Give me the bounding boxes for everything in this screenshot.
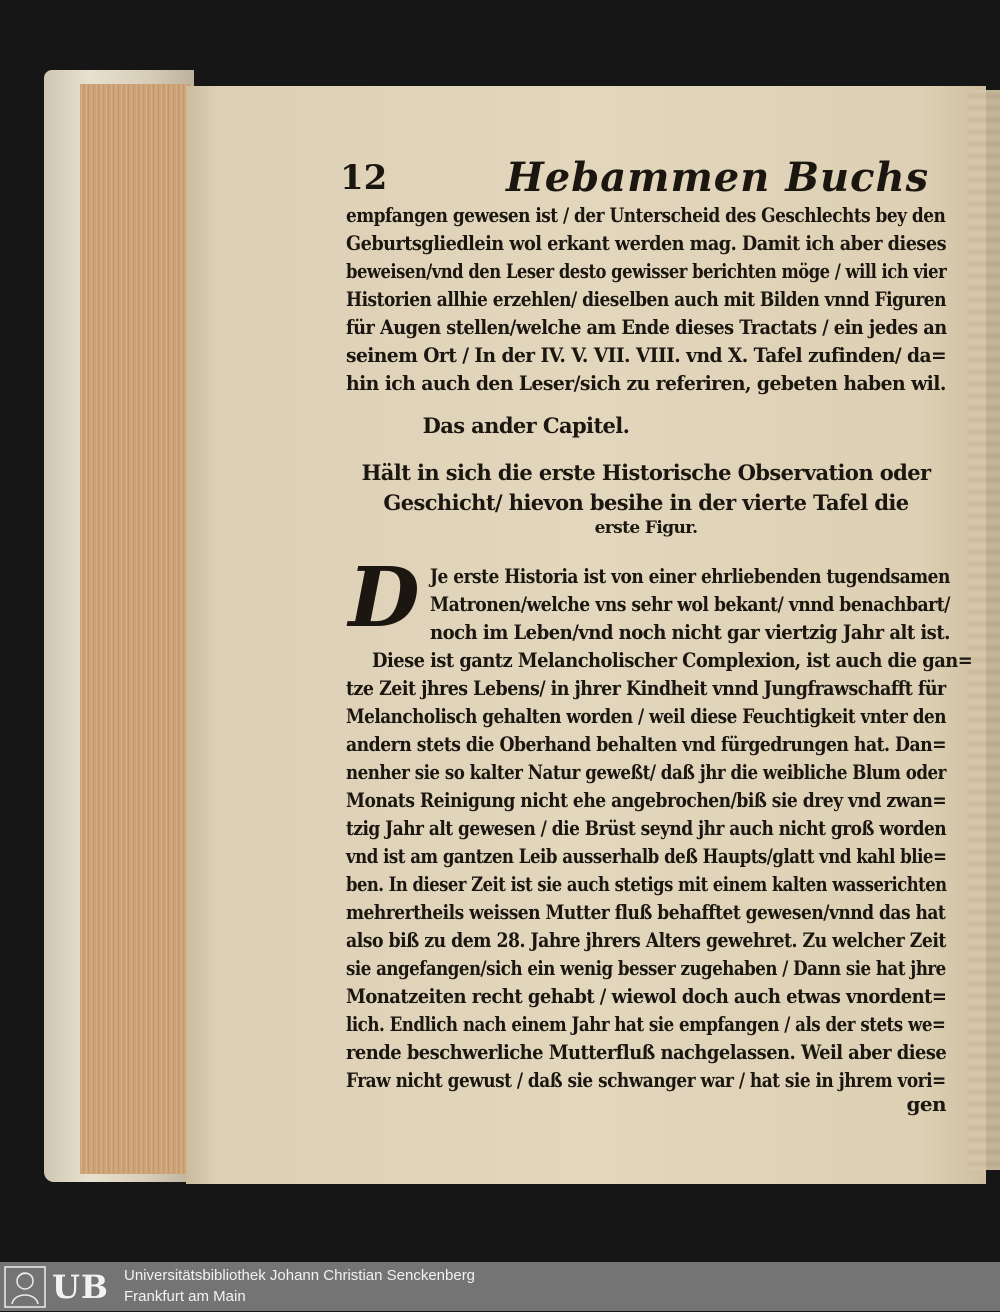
page-header [340,154,940,208]
text-line: nenher sie so kalter Natur geweßt/ daß jhr die weibliche Blum oder [346,760,946,784]
text-line: Je erste Historia ist von einer ehrliebenden tugendsamen [430,564,950,588]
section-heading-line: Hält in sich die erste Historische Observation oder [361,460,931,485]
text-line: Matronen/welche vns sehr wol bekant/ vnnd benachbart/ [430,592,950,616]
text-line: Historien allhie erzehlen/ dieselben auch mit Bilden vnnd Figuren [346,287,946,311]
text-line: rende beschwerliche Mutterfluß nachgelassen. Weil aber diese [346,1040,947,1064]
text-line: Diese ist gantz Melancholischer Complexion, ist auch die gan= [372,648,973,672]
decorated-initial: D [348,550,420,646]
text-line: also biß zu dem 28. Jahre jhrers Alters gewehret. Zu welcher Zeit [346,928,946,952]
text-line: vnd ist am gantzen Leib ausserhalb deß Haupts/glatt vnd kahl blie= [346,844,947,868]
text-line: Melancholisch gehalten worden / weil diese Feuchtigkeit vnter den [346,704,946,728]
text-line: tzig Jahr alt gewesen / die Brüst seynd jhr auch nicht groß worden [346,816,947,840]
text-line: tze Zeit jhres Lebens/ in jhrer Kindheit vnnd Jungfrawschafft für [346,676,946,700]
running-head: Hebammen Buchs [506,154,930,201]
text-line: Fraw nicht gewust / daß sie schwanger war / hat sie in jhrem vori= [346,1068,946,1092]
text-line: Geburtsgliedlein wol erkant werden mag. Damit ich aber dieses [346,231,947,255]
library-name: Universitätsbibliothek Johann Christian Senckenberg [124,1267,476,1284]
catchword: gen [906,1092,946,1116]
library-logo-text: UB [52,1268,109,1306]
text-line: lich. Endlich nach einem Jahr hat sie empfangen / als der stets we= [346,1012,946,1036]
library-footer [0,1262,1000,1311]
section-heading-line: Geschicht/ hievon besihe in der vierte Tafel die [383,490,909,515]
library-logo [4,1266,114,1308]
text-line: noch im Leben/vnd noch nicht gar viertzig Jahr alt ist. [430,620,950,644]
page-number: 12 [340,158,388,198]
text-line: hin ich auch den Leser/sich zu referiren, gebeten haben wil. [346,371,946,395]
text-line: sie angefangen/sich ein wenig besser zugehaben / Dann sie hat jhre [346,956,946,980]
text-line: ben. In dieser Zeit ist sie auch stetigs mit einem kalten wasserichten [346,872,947,896]
page-edges [80,84,190,1174]
text-line: seinem Ort / In der IV. V. VII. VIII. vnd X. Tafel zufinden/ da= [346,343,947,367]
text-line: mehrertheils weissen Mutter fluß behafftet gewesen/vnnd das hat [346,900,946,924]
chapter-title: Das ander Capitel. [422,413,630,438]
section-heading-line: erste Figur. [594,518,698,538]
facing-page-edge [968,90,1000,1170]
text-line: andern stets die Oberhand behalten vnd fürgedrungen hat. Dan= [346,732,947,756]
text-line: empfangen gewesen ist / der Unterscheid des Geschlechts bey den [346,203,946,227]
library-location: Frankfurt am Main [124,1288,246,1305]
text-line: Monatzeiten recht gehabt / wiewol doch auch etwas vnordent= [346,984,947,1008]
text-line: beweisen/vnd den Leser desto gewisser berichten möge / will ich vier [346,259,947,283]
text-line: für Augen stellen/welche am Ende dieses Tractats / ein jedes an [346,315,947,339]
text-line: Monats Reinigung nicht ehe angebrochen/biß sie drey vnd zwan= [346,788,947,812]
